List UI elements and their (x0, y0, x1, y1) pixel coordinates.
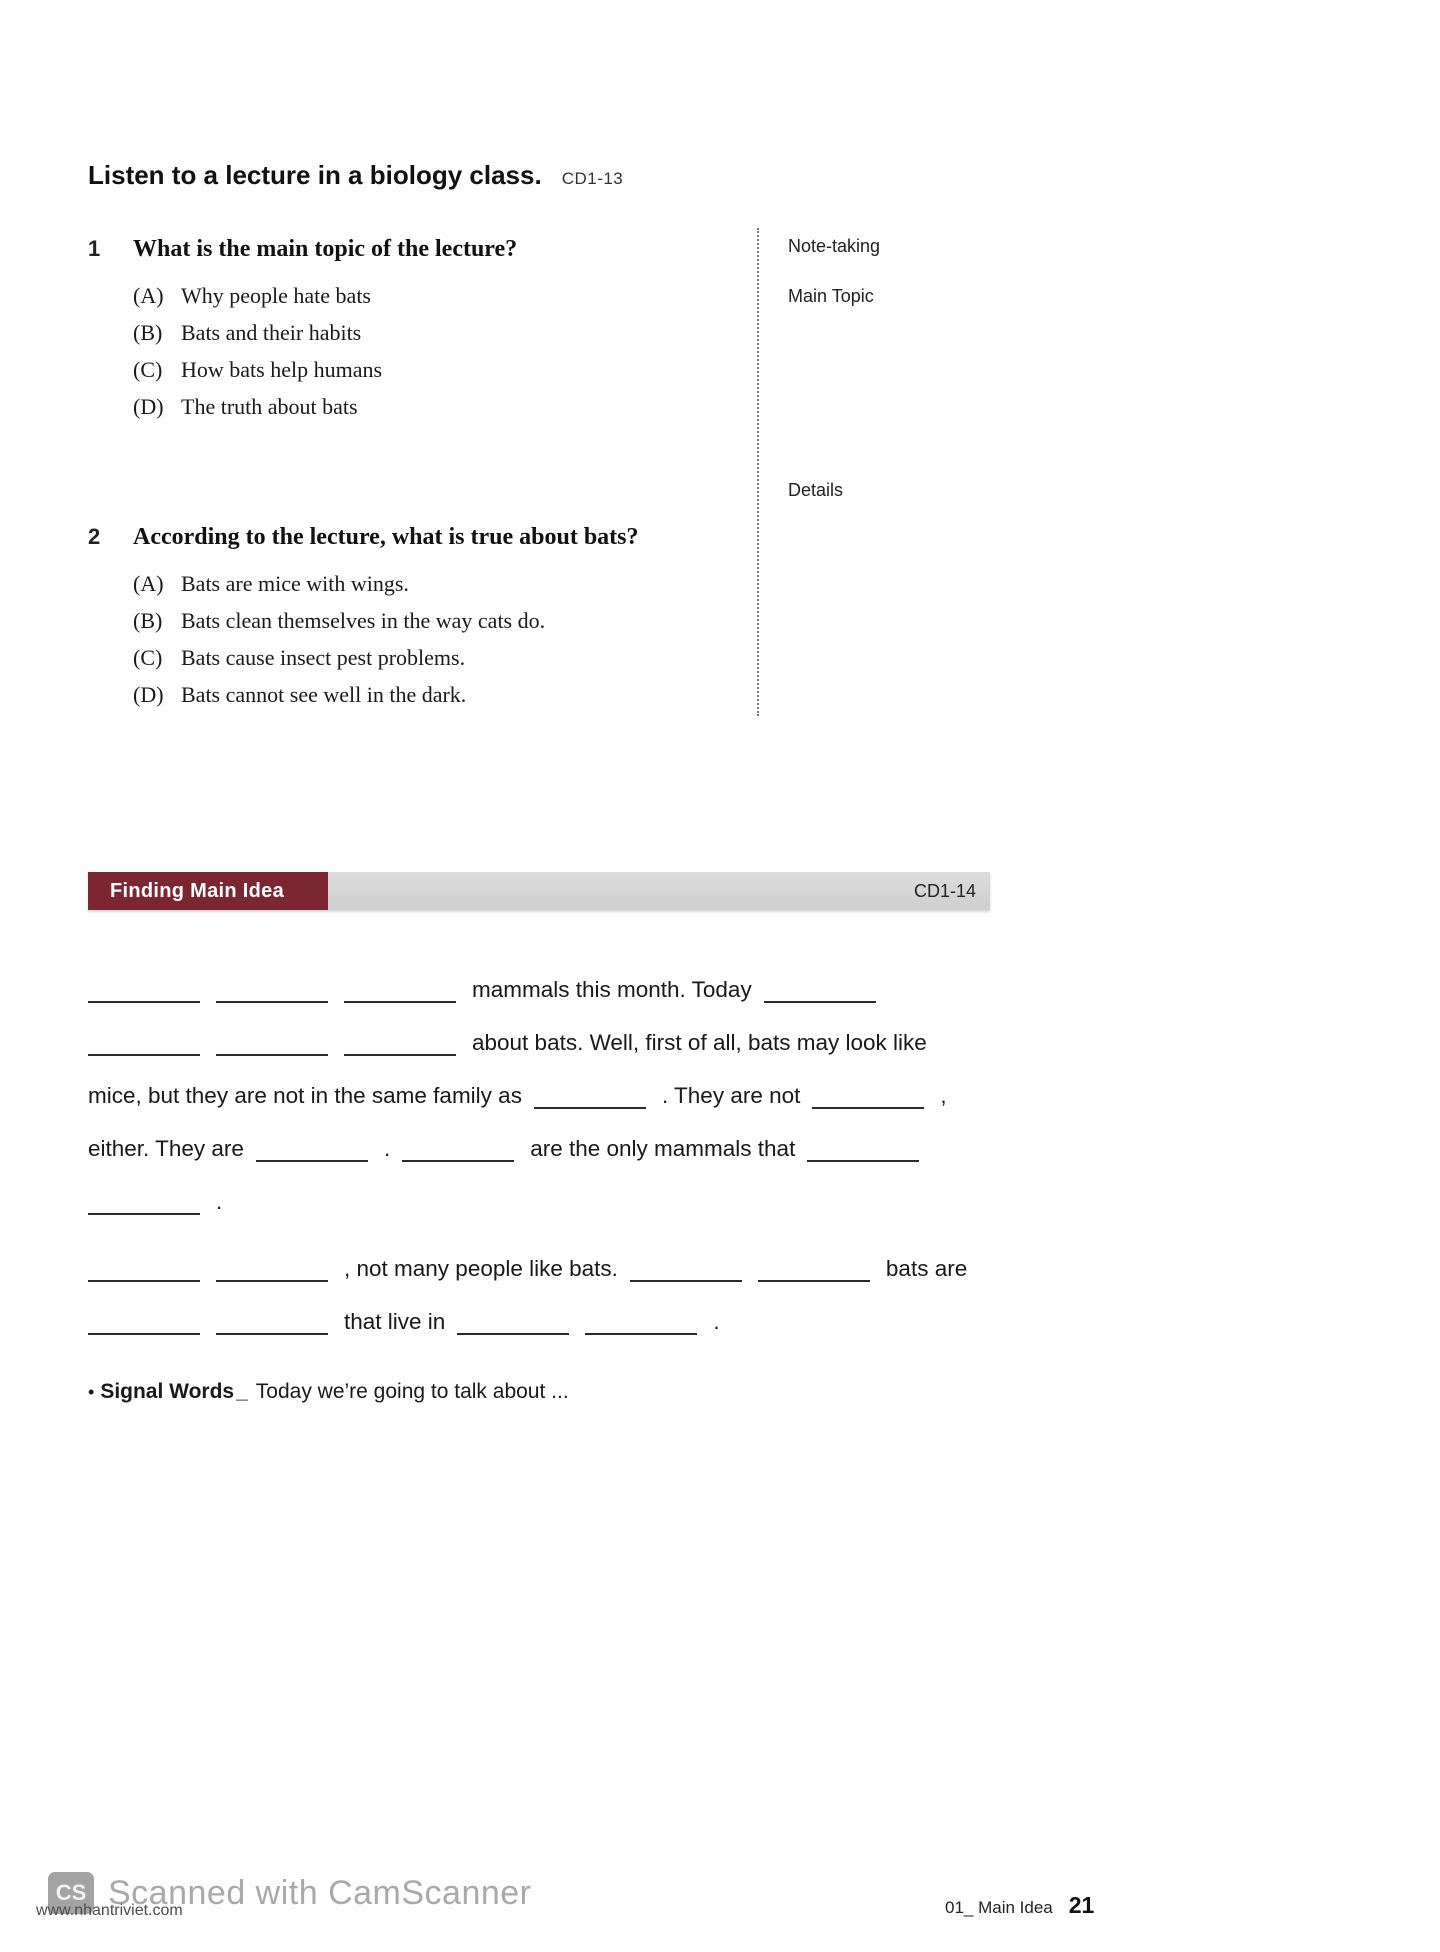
cd-track-label: CD1-14 (913, 881, 976, 901)
question-2-option-d[interactable] (133, 676, 738, 713)
question-2-option-c[interactable] (133, 639, 738, 676)
fill-in-blank[interactable] (585, 1311, 697, 1335)
question-text: According to the lecture, what is true about bats? (133, 524, 639, 550)
bullet-icon: • (88, 1382, 95, 1402)
option-label: (C) (133, 356, 163, 382)
cloze-text: . They are not (661, 1083, 801, 1108)
option-text: The truth about bats (181, 393, 358, 419)
cloze-text: , (940, 1083, 947, 1108)
cloze-text: are the only mammals that (530, 1136, 796, 1161)
question-2-option-a[interactable] (133, 565, 738, 602)
cloze-paragraph (88, 1235, 1018, 1341)
question-2 (88, 524, 738, 713)
option-label: (A) (133, 282, 164, 308)
section-title-chip: Finding Main Idea (88, 872, 328, 910)
option-label: (D) (133, 681, 164, 707)
option-text: Why people hate bats (181, 282, 371, 308)
details-label: Details (788, 480, 844, 500)
fill-in-blank[interactable] (88, 1258, 200, 1282)
cloze-text: that live in (344, 1309, 446, 1334)
fill-in-blank[interactable] (812, 1085, 924, 1109)
cloze-line (88, 956, 1018, 1009)
fill-in-blank[interactable] (630, 1258, 742, 1282)
option-label: (B) (133, 319, 163, 345)
section-header-bar (88, 872, 990, 910)
question-1-option-b[interactable] (133, 314, 738, 351)
cd-track-label: CD1-13 (561, 169, 624, 188)
fill-in-blank[interactable] (88, 1032, 200, 1056)
option-text: Bats are mice with wings. (181, 570, 409, 596)
publisher-url: www.nhantriviet.com (36, 1902, 183, 1919)
cloze-line (88, 1062, 1018, 1115)
fill-in-blank[interactable] (758, 1258, 870, 1282)
page-title: Listen to a lecture in a biology class. (88, 160, 542, 190)
cloze-text: mice, but they are not in the same family as (88, 1083, 522, 1108)
fill-in-blank[interactable] (457, 1311, 569, 1335)
option-text: Bats cause insect pest problems. (181, 644, 466, 670)
option-label: (A) (133, 570, 164, 596)
fill-in-blank[interactable] (534, 1085, 646, 1109)
cloze-text: . (713, 1309, 720, 1334)
option-label: (D) (133, 393, 164, 419)
cloze-line (88, 1168, 1018, 1221)
cloze-text: either. They are (88, 1136, 244, 1161)
fill-in-blank[interactable] (88, 979, 200, 1003)
question-1-option-c[interactable] (133, 351, 738, 388)
question-1 (88, 236, 738, 425)
fill-in-blank[interactable] (216, 1258, 328, 1282)
cloze-text: . (383, 1136, 391, 1161)
signal-words-text: Today we’re going to talk about ... (255, 1380, 569, 1403)
fill-in-blank[interactable] (764, 979, 876, 1003)
question-2-head (88, 524, 738, 551)
cloze-text: . (216, 1189, 223, 1214)
signal-separator: _ (236, 1380, 248, 1403)
cloze-area (88, 956, 1018, 1355)
page-footer (945, 1892, 1094, 1919)
fill-in-blank[interactable] (344, 979, 456, 1003)
signal-words-row (88, 1380, 569, 1404)
option-label: (B) (133, 607, 163, 633)
note-taking-column (757, 228, 997, 716)
cloze-line (88, 1009, 1018, 1062)
note-taking-heading: Note-taking (788, 236, 881, 256)
cloze-line (88, 1235, 1018, 1288)
option-text: Bats clean themselves in the way cats do. (181, 607, 546, 633)
page-number: 21 (1068, 1892, 1095, 1918)
cloze-paragraph (88, 956, 1018, 1221)
cloze-line (88, 1288, 1018, 1341)
lecture-title-row (88, 160, 623, 191)
option-text: Bats and their habits (181, 319, 362, 345)
fill-in-blank[interactable] (88, 1191, 200, 1215)
cloze-text: bats are (885, 1256, 968, 1281)
fill-in-blank[interactable] (344, 1032, 456, 1056)
fill-in-blank[interactable] (216, 1032, 328, 1056)
chapter-label: 01_ Main Idea (945, 1898, 1053, 1917)
signal-words-label: Signal Words (100, 1380, 235, 1403)
cloze-text: mammals this month. Today (472, 977, 752, 1002)
question-text: What is the main topic of the lecture? (133, 236, 518, 262)
main-topic-label: Main Topic (788, 286, 874, 306)
question-1-option-a[interactable] (133, 277, 738, 314)
watermark-text: Scanned with CamScanner (108, 1873, 532, 1912)
question-number: 1 (88, 236, 101, 261)
question-2-option-b[interactable] (133, 602, 738, 639)
fill-in-blank[interactable] (402, 1138, 514, 1162)
question-2-options (133, 565, 738, 713)
cloze-text: , not many people like bats. (344, 1256, 618, 1281)
camscanner-logo-icon: CS (48, 1872, 94, 1914)
option-text: Bats cannot see well in the dark. (181, 681, 467, 707)
question-number: 2 (88, 524, 101, 549)
cloze-text: about bats. Well, first of all, bats may look like (472, 1030, 927, 1055)
cloze-line (88, 1115, 1018, 1168)
option-text: How bats help humans (181, 356, 383, 382)
fill-in-blank[interactable] (88, 1311, 200, 1335)
question-1-options (133, 277, 738, 425)
fill-in-blank[interactable] (216, 979, 328, 1003)
question-1-option-d[interactable] (133, 388, 738, 425)
question-1-head (88, 236, 738, 263)
option-label: (C) (133, 644, 163, 670)
fill-in-blank[interactable] (216, 1311, 328, 1335)
fill-in-blank[interactable] (256, 1138, 368, 1162)
fill-in-blank[interactable] (807, 1138, 919, 1162)
